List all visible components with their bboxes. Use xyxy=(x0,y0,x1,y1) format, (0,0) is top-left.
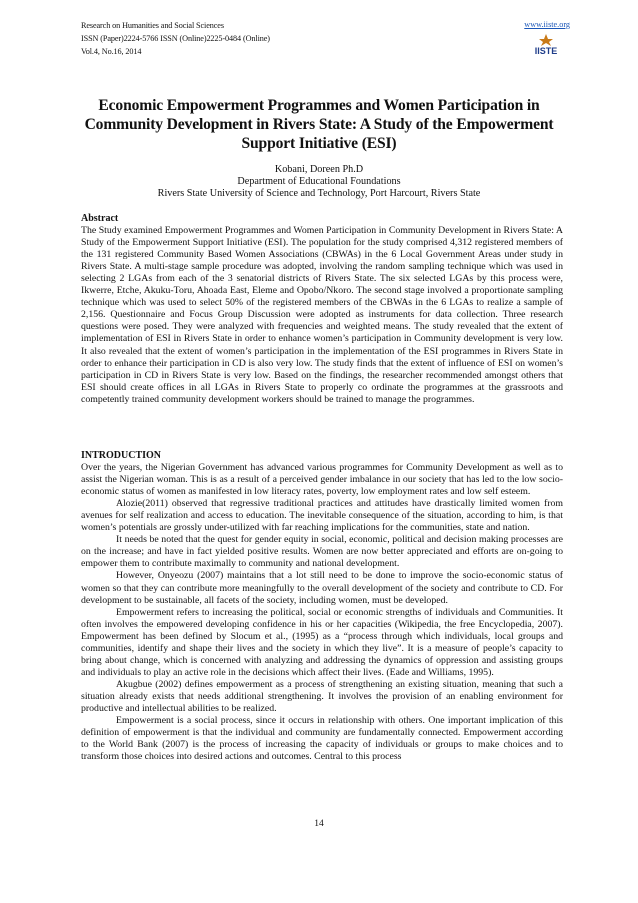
abstract-section xyxy=(81,213,563,406)
logo-text: IISTE xyxy=(534,46,558,55)
intro-paragraph-1: Over the years, the Nigerian Government has advanced various programmes for Community Development as well as to assist the Nigerian woman. This is as a result of a perceived gender imbalance in our society that has led to the low socio-economic status of women as manifested in low literacy rates, poverty, low employment rates and low self esteem. xyxy=(81,462,563,498)
issn-line: ISSN (Paper)2224-5766 ISSN (Online)2225-0484 (Online) xyxy=(81,34,270,43)
intro-paragraph-6: Akugbue (2002) defines empowerment as a process of strengthening an existing situation, meaning that such a situation already exists that needs additional strengthening. It involves the provision of an enabling environment for productive and intellectual abilities to be realized. xyxy=(81,678,563,714)
abstract-heading: Abstract xyxy=(81,213,119,224)
abstract-text: The Study examined Empowerment Programmes and Women Participation in Community Development in Rivers State: A Study of the Empowerment Support Initiative (ESI). The population for the study comprised 4,312 registered members of the 131 registered Community Based Women Associations (CBWAs) in the 6 Local Government Areas under study in Rivers State. A multi-stage sample procedure was adopted, involving the random sampling technique which was used in selecting 2 LGAs from each of the 3 senatorial districts of Rivers State. The six selected LGAs by this process were, Ikwerre, Etche, Akuku-Toru, Ahoada East, Eleme and Opobo/Nkoro. The second stage involved a proportionate sampling technique which was used to select 50% of the registered members of the CBWAs in the 6 LGAs to realize a sample of 2,156. Questionnaire and Focus Group Discussion were adopted as instruments for data collection. Three research questions were posed. They were analyzed with frequencies and weighted means. The study revealed that the extent of implementation of ESI in Rivers State in order to enhance women’s participation in Community development is very low. It also revealed that the extent of women’s participation in the implementation of the ESI programmes in Rivers State in order to enhance their participation in CD is also very low. The study finds that the extent of influence of ESI on women’s participation in CD in Rivers State is very low. Based on the findings, the researcher recommended amongst others that ESI should create offices in all LGAs in Rivers State to properly co ordinate the programmes at the grassroots and competently trained community development workers should be trained to manage the programmes. xyxy=(81,225,563,405)
intro-paragraph-5: Empowerment refers to increasing the political, social or economic strengths of individuals and Communities. It often involves the empowered developing confidence in his or her capacities (Wikipedia, the free Encyclopedia, 2007). Empowerment has been defined by Slocum et al., (1995) as a “process through which individuals, local groups and communities, identify and shape their lives and the society in which they live”. It is a measure of people’s capacity to bring about change, which is concerned with analyzing and addressing the dynamics of oppression and assisting groups and individuals to play an active role in the decisions which affect their lives. (Eade and Williams, 1995). xyxy=(81,606,563,678)
iiste-logo xyxy=(526,33,566,55)
introduction-heading: INTRODUCTION xyxy=(81,450,162,461)
journal-url-link[interactable]: www.iiste.org xyxy=(524,20,570,29)
author-name: Kobani, Doreen Ph.D xyxy=(274,164,364,175)
intro-paragraph-2: Alozie(2011) observed that regressive traditional practices and attitudes have drastically limited women from avenues for self realization and access to education. The inevitable consequence of the situation, according to him, is that women’s potentials are grossly under-utilized with far reaching implications for the communities, state and nation. xyxy=(81,498,563,534)
journal-name: Research on Humanities and Social Sciences xyxy=(81,21,224,30)
introduction-section xyxy=(81,450,563,763)
page-number: 14 xyxy=(314,819,324,829)
intro-paragraph-4: However, Onyeozu (2007) maintains that a lot still need to be done to improve the socio-economic status of women so that they can contribute more meaningfully to the overall development of the society and contribute to CD. For development to be sustainable, all facets of the society, including women, must be developed. xyxy=(81,570,563,606)
author-affiliation: Rivers State University of Science and Technology, Port Harcourt, Rivers State xyxy=(157,188,481,199)
volume-line: Vol.4, No.16, 2014 xyxy=(81,47,142,56)
intro-paragraph-7: Empowerment is a social process, since it occurs in relationship with others. One important implication of this definition of empowerment is that the individual and community are fundamentally connected. Empowerment according to the World Bank (2007) is the process of increasing the capacity of individuals or groups to make choices and to transform those choices into desired actions and outcomes. Central to this process xyxy=(81,715,563,763)
paper-title: Economic Empowerment Programmes and Women Participation in Community Development in Rivers State: A Study of the Empowerment Support Initiative (ESI) xyxy=(84,97,554,153)
intro-paragraph-3: It needs be noted that the quest for gender equity in social, economic, political and decision making processes are on the increase; and have in fact yielded positive results. Women are now better appreciated and efforts are on-going to empower them to contribute maximally to community and national development. xyxy=(81,534,563,570)
author-department: Department of Educational Foundations xyxy=(237,176,401,187)
